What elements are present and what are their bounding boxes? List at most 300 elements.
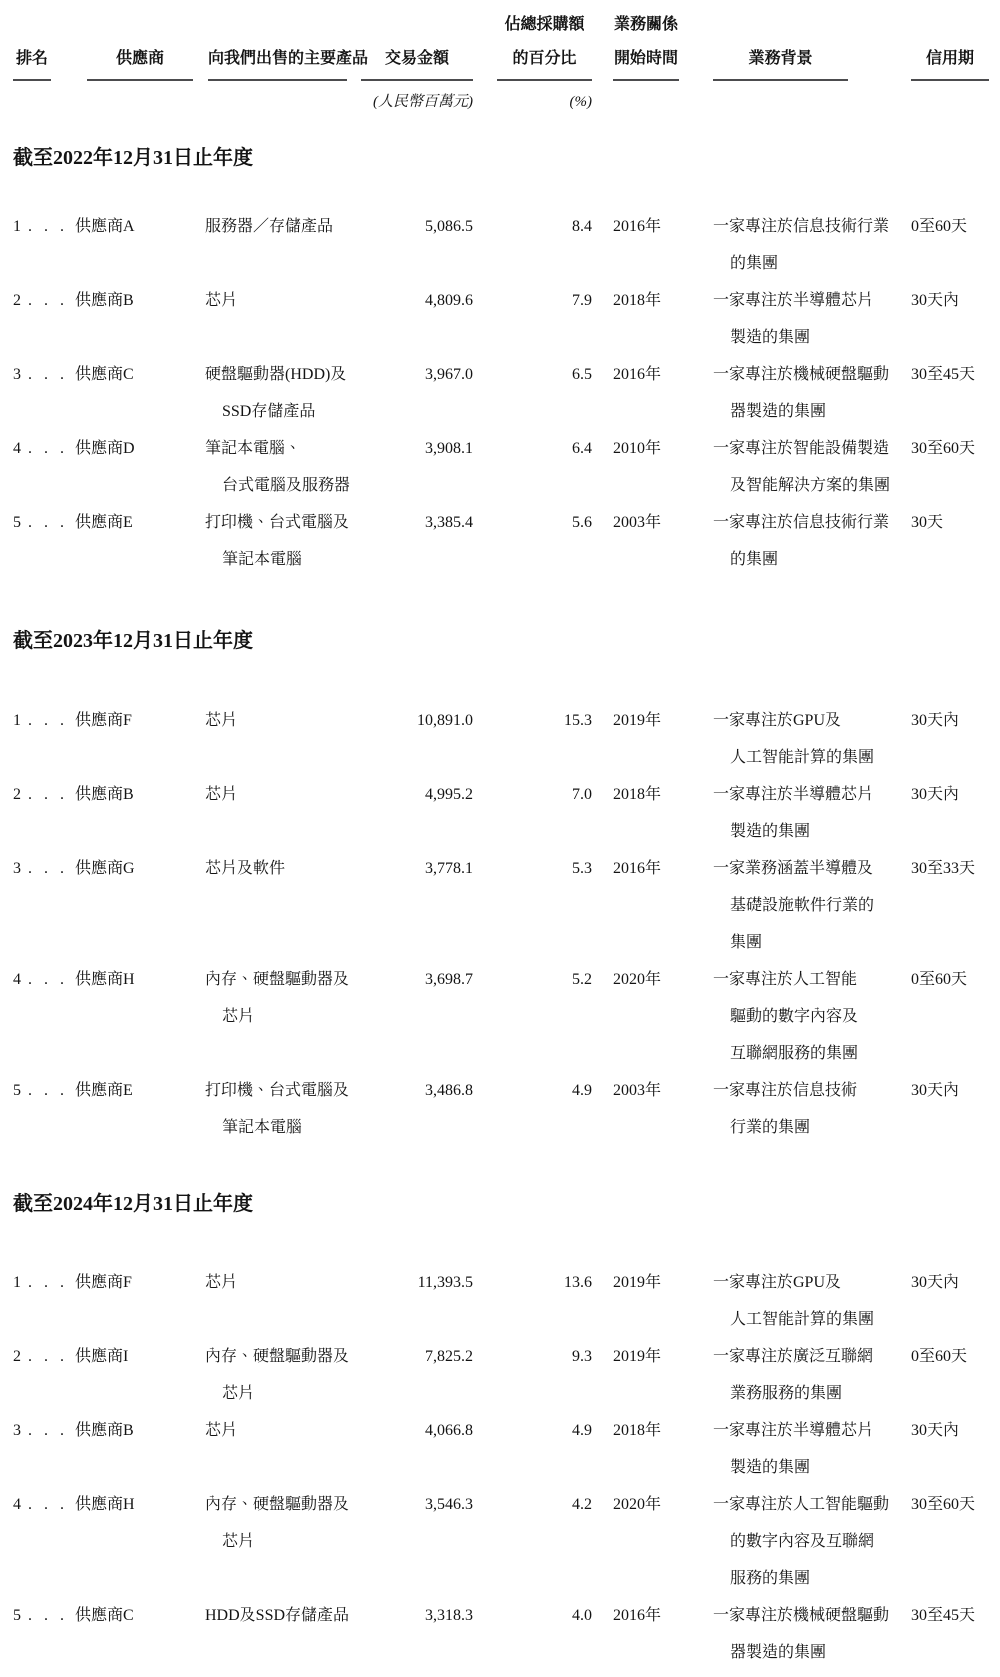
col-gap	[592, 776, 613, 850]
table-row	[13, 850, 1000, 961]
product-line: 芯片	[205, 1422, 238, 1439]
supplier-cell	[75, 1072, 205, 1146]
products-cell	[205, 1338, 350, 1412]
percent-value: 15.3	[564, 712, 592, 729]
product-line: 台式電腦及服務器	[222, 477, 351, 494]
supplier-name: 供應商C	[75, 1607, 134, 1624]
start-year: 2018年	[613, 1422, 662, 1439]
supplier-cell	[75, 961, 205, 1072]
credit-period: 30天內	[911, 712, 960, 729]
credit-period: 0至60天	[911, 1348, 968, 1365]
col-gap	[592, 1597, 613, 1671]
start-year: 2018年	[613, 292, 662, 309]
percent-cell	[473, 1486, 592, 1597]
amount-value: 3,546.3	[425, 1496, 473, 1513]
supplier-cell	[75, 1338, 205, 1412]
leader-dots: . . .	[28, 1274, 68, 1291]
background-line: 一家專注於半導體芯片	[713, 786, 874, 803]
start-year-cell	[613, 1072, 713, 1146]
background-cell	[713, 850, 911, 961]
products-cell	[205, 208, 350, 282]
rank-number: 2	[13, 1348, 21, 1365]
product-line: 芯片	[222, 1008, 255, 1025]
product-line: 筆記本電腦、	[205, 440, 302, 457]
supplier-cell	[75, 850, 205, 961]
background-cell	[713, 1072, 911, 1146]
start-year-cell	[613, 1338, 713, 1412]
background-line: 一家專注於廣泛互聯網	[713, 1348, 874, 1365]
rank-number: 2	[13, 786, 21, 803]
background-line: 製造的集團	[730, 1459, 811, 1476]
col-gap	[592, 282, 613, 356]
background-cell	[713, 504, 911, 578]
percent-value: 5.3	[572, 860, 592, 877]
rank-cell	[13, 208, 75, 282]
start-year: 2020年	[613, 1496, 662, 1513]
rank-number: 3	[13, 1422, 21, 1439]
percent-cell	[473, 702, 592, 776]
product-line: 打印機、台式電腦及	[205, 514, 350, 531]
amount-value: 3,908.1	[425, 440, 473, 457]
credit-cell	[911, 430, 1000, 504]
supplier-cell	[75, 1264, 205, 1338]
amount-value: 3,318.3	[425, 1607, 473, 1624]
supplier-name: 供應商B	[75, 1422, 134, 1439]
section-rows-2024	[13, 1264, 1000, 1671]
col-header-background	[713, 8, 911, 81]
rank-number: 3	[13, 366, 21, 383]
background-cell	[713, 1338, 911, 1412]
product-line: 筆記本電腦	[222, 551, 303, 568]
leader-dots: . . .	[28, 1422, 68, 1439]
leader-dots: . . .	[28, 1496, 68, 1513]
background-line: 人工智能計算的集團	[730, 749, 875, 766]
leader-dots: . . .	[28, 292, 68, 309]
amount-cell	[350, 1338, 473, 1412]
rank-number: 5	[13, 1607, 21, 1624]
percent-value: 6.4	[572, 440, 592, 457]
rank-number: 4	[13, 971, 21, 988]
product-line: 服務器／存儲產品	[205, 218, 334, 235]
supplier-cell	[75, 1412, 205, 1486]
start-year: 2018年	[613, 786, 662, 803]
start-year-cell	[613, 1486, 713, 1597]
background-cell	[713, 208, 911, 282]
col-gap	[592, 1264, 613, 1338]
background-line: 集團	[730, 934, 763, 951]
amount-value: 3,967.0	[425, 366, 473, 383]
amount-value: 3,778.1	[425, 860, 473, 877]
credit-cell	[911, 850, 1000, 961]
product-line: 內存、硬盤驅動器及	[205, 1348, 350, 1365]
percent-cell	[473, 504, 592, 578]
rank-cell	[13, 1264, 75, 1338]
credit-cell	[911, 356, 1000, 430]
table-row	[13, 1338, 1000, 1412]
background-line: 行業的集團	[730, 1119, 811, 1136]
background-line: 一家專注於人工智能驅動	[713, 1496, 890, 1513]
percent-value: 7.9	[572, 292, 592, 309]
amount-unit-label: (人民幣百萬元)	[373, 94, 473, 110]
rank-cell	[13, 702, 75, 776]
percent-cell	[473, 1338, 592, 1412]
start-year-cell	[613, 1597, 713, 1671]
col-gap	[592, 961, 613, 1072]
amount-cell	[350, 356, 473, 430]
table-row	[13, 1412, 1000, 1486]
start-year-cell	[613, 504, 713, 578]
leader-dots: . . .	[28, 712, 68, 729]
percent-cell	[473, 1264, 592, 1338]
percent-cell	[473, 1072, 592, 1146]
supplier-cell	[75, 504, 205, 578]
amount-value: 3,698.7	[425, 971, 473, 988]
supplier-name: 供應商C	[75, 366, 134, 383]
background-line: 的集團	[730, 255, 779, 272]
product-line: 內存、硬盤驅動器及	[205, 971, 350, 988]
credit-cell	[911, 961, 1000, 1072]
product-line: 芯片	[205, 786, 238, 803]
credit-period: 0至60天	[911, 971, 968, 988]
products-cell	[205, 850, 350, 961]
rank-cell	[13, 430, 75, 504]
background-line: 一家專注於人工智能	[713, 971, 858, 988]
products-cell	[205, 1264, 350, 1338]
background-line: 服務的集團	[730, 1570, 811, 1587]
table-row	[13, 961, 1000, 1072]
product-line: 筆記本電腦	[222, 1119, 303, 1136]
background-cell	[713, 702, 911, 776]
start-year: 2003年	[613, 514, 662, 531]
section-rows-2023	[13, 702, 1000, 1146]
start-year-cell	[613, 1412, 713, 1486]
leader-dots: . . .	[28, 440, 68, 457]
supplier-name: 供應商D	[75, 440, 135, 457]
col-header-products	[205, 8, 369, 81]
table-row	[13, 430, 1000, 504]
background-line: 及智能解決方案的集團	[730, 477, 891, 494]
credit-period: 30至60天	[911, 1496, 976, 1513]
credit-period: 30至33天	[911, 860, 976, 877]
table-row	[13, 1486, 1000, 1597]
supplier-cell	[75, 702, 205, 776]
amount-cell	[350, 1264, 473, 1338]
credit-cell	[911, 208, 1000, 282]
background-line: 一家專注於GPU及	[713, 1274, 842, 1291]
leader-dots: . . .	[28, 1082, 68, 1099]
credit-period: 30至60天	[911, 440, 976, 457]
amount-value: 4,995.2	[425, 786, 473, 803]
section-title-2024: 截至2024年12月31日止年度	[13, 1193, 253, 1215]
leader-dots: . . .	[28, 218, 68, 235]
amount-value: 4,066.8	[425, 1422, 473, 1439]
amount-cell	[350, 1412, 473, 1486]
percent-value: 7.0	[572, 786, 592, 803]
col-label-background: 業務背景	[748, 50, 813, 67]
credit-period: 30天內	[911, 292, 960, 309]
background-line: 一家專注於信息技術行業	[713, 514, 890, 531]
rank-number: 2	[13, 292, 21, 309]
products-cell	[205, 1486, 350, 1597]
leader-dots: . . .	[28, 514, 68, 531]
credit-period: 0至60天	[911, 218, 968, 235]
supplier-cell	[75, 430, 205, 504]
credit-cell	[911, 1264, 1000, 1338]
table-header	[13, 8, 1000, 81]
credit-period: 30天內	[911, 1422, 960, 1439]
amount-value: 10,891.0	[417, 712, 473, 729]
products-cell	[205, 282, 350, 356]
col-gap	[592, 208, 613, 282]
col-header-percent	[473, 8, 592, 81]
col-label-products: 向我們出售的主要產品	[208, 50, 369, 67]
col-label-percent-line1: 佔總採購額	[504, 16, 585, 33]
col-gap	[592, 850, 613, 961]
percent-value: 6.5	[572, 366, 592, 383]
leader-dots: . . .	[28, 1348, 68, 1365]
rank-cell	[13, 504, 75, 578]
percent-value: 4.0	[572, 1607, 592, 1624]
background-line: 驅動的數字內容及	[730, 1008, 859, 1025]
col-gap	[592, 1412, 613, 1486]
product-line: 芯片	[222, 1385, 255, 1402]
credit-period: 30至45天	[911, 1607, 976, 1624]
amount-value: 11,393.5	[417, 1274, 473, 1291]
products-cell	[205, 1072, 350, 1146]
products-cell	[205, 1597, 350, 1671]
credit-period: 30天內	[911, 1274, 960, 1291]
table-row	[13, 504, 1000, 578]
rank-cell	[13, 850, 75, 961]
supplier-cell	[75, 208, 205, 282]
rank-cell	[13, 1597, 75, 1671]
supplier-name: 供應商E	[75, 1082, 133, 1099]
products-cell	[205, 504, 350, 578]
rank-cell	[13, 1412, 75, 1486]
table-row	[13, 1264, 1000, 1338]
rank-number: 1	[13, 712, 21, 729]
percent-cell	[473, 282, 592, 356]
amount-cell	[350, 430, 473, 504]
background-cell	[713, 356, 911, 430]
start-year: 2016年	[613, 1607, 662, 1624]
supplier-cell	[75, 356, 205, 430]
table-units-row	[13, 81, 1000, 112]
products-cell	[205, 430, 350, 504]
col-header-amount	[350, 8, 473, 81]
products-cell	[205, 702, 350, 776]
credit-cell	[911, 776, 1000, 850]
credit-cell	[911, 702, 1000, 776]
percent-cell	[473, 961, 592, 1072]
supplier-name: 供應商E	[75, 514, 133, 531]
leader-dots: . . .	[28, 860, 68, 877]
background-line: 一家業務涵蓋半導體及	[713, 860, 874, 877]
start-year: 2016年	[613, 366, 662, 383]
leader-dots: . . .	[28, 971, 68, 988]
start-year-cell	[613, 282, 713, 356]
credit-cell	[911, 282, 1000, 356]
percent-cell	[473, 776, 592, 850]
products-cell	[205, 776, 350, 850]
col-header-credit	[911, 8, 1000, 81]
credit-cell	[911, 1412, 1000, 1486]
amount-value: 7,825.2	[425, 1348, 473, 1365]
percent-value: 4.9	[572, 1422, 592, 1439]
start-year-cell	[613, 430, 713, 504]
amount-cell	[350, 1486, 473, 1597]
credit-cell	[911, 1597, 1000, 1671]
amount-value: 5,086.5	[425, 218, 473, 235]
amount-cell	[350, 702, 473, 776]
product-line: 芯片	[205, 1274, 238, 1291]
supplier-name: 供應商H	[75, 971, 135, 988]
start-year-cell	[613, 850, 713, 961]
amount-value: 3,486.8	[425, 1082, 473, 1099]
background-cell	[713, 1264, 911, 1338]
background-line: 人工智能計算的集團	[730, 1311, 875, 1328]
section-rows-2022	[13, 208, 1000, 578]
rank-cell	[13, 1072, 75, 1146]
credit-cell	[911, 1338, 1000, 1412]
start-year: 2016年	[613, 860, 662, 877]
percent-cell	[473, 850, 592, 961]
background-line: 一家專注於智能設備製造	[713, 440, 890, 457]
background-line: 一家專注於半導體芯片	[713, 1422, 874, 1439]
col-label-credit: 信用期	[925, 50, 974, 67]
background-line: 一家專注於信息技術行業	[713, 218, 890, 235]
rank-cell	[13, 1486, 75, 1597]
supplier-cell	[75, 282, 205, 356]
col-label-rank: 排名	[15, 50, 48, 67]
background-line: 器製造的集團	[730, 1644, 827, 1661]
background-cell	[713, 961, 911, 1072]
background-line: 製造的集團	[730, 329, 811, 346]
start-year: 2019年	[613, 1274, 662, 1291]
products-cell	[205, 961, 350, 1072]
col-gap	[592, 504, 613, 578]
amount-cell	[350, 850, 473, 961]
section-title-2023: 截至2023年12月31日止年度	[13, 630, 253, 652]
percent-cell	[473, 430, 592, 504]
supplier-name: 供應商A	[75, 218, 135, 235]
background-line: 一家專注於GPU及	[713, 712, 842, 729]
start-year-cell	[613, 208, 713, 282]
product-line: 芯片	[205, 712, 238, 729]
rank-number: 5	[13, 514, 21, 531]
rank-number: 1	[13, 1274, 21, 1291]
percent-cell	[473, 1412, 592, 1486]
col-gap	[592, 356, 613, 430]
start-year-cell	[613, 702, 713, 776]
percent-value: 9.3	[572, 1348, 592, 1365]
percent-value: 13.6	[564, 1274, 592, 1291]
background-line: 互聯網服務的集團	[730, 1045, 859, 1062]
col-gap	[592, 1338, 613, 1412]
col-label-percent-line2: 的百分比	[512, 50, 577, 67]
col-label-supplier: 供應商	[115, 50, 164, 67]
start-year: 2003年	[613, 1082, 662, 1099]
rank-number: 4	[13, 440, 21, 457]
credit-cell	[911, 504, 1000, 578]
background-line: 的集團	[730, 551, 779, 568]
background-cell	[713, 1412, 911, 1486]
credit-period: 30天	[911, 514, 944, 531]
col-header-rank	[13, 8, 75, 81]
rank-number: 5	[13, 1082, 21, 1099]
start-year-cell	[613, 961, 713, 1072]
start-year: 2019年	[613, 1348, 662, 1365]
rank-cell	[13, 282, 75, 356]
supplier-name: 供應商I	[75, 1348, 129, 1365]
products-cell	[205, 356, 350, 430]
col-label-relation-line2: 開始時間	[613, 50, 678, 67]
amount-cell	[350, 961, 473, 1072]
supplier-name: 供應商F	[75, 1274, 132, 1291]
percent-value: 4.9	[572, 1082, 592, 1099]
col-header-start-year	[613, 8, 713, 81]
credit-period: 30天內	[911, 1082, 960, 1099]
table-row	[13, 282, 1000, 356]
credit-period: 30天內	[911, 786, 960, 803]
product-line: 硬盤驅動器(HDD)及	[205, 366, 347, 383]
percent-cell	[473, 208, 592, 282]
background-cell	[713, 1486, 911, 1597]
col-header-supplier	[75, 8, 205, 81]
col-gap	[592, 702, 613, 776]
product-line: HDD及SSD存儲產品	[205, 1607, 350, 1624]
percent-cell	[473, 1597, 592, 1671]
leader-dots: . . .	[28, 786, 68, 803]
supplier-name: 供應商B	[75, 292, 134, 309]
table-row	[13, 776, 1000, 850]
amount-cell	[350, 1072, 473, 1146]
percent-value: 5.2	[572, 971, 592, 988]
product-line: 打印機、台式電腦及	[205, 1082, 350, 1099]
background-line: 製造的集團	[730, 823, 811, 840]
col-gap	[592, 1072, 613, 1146]
product-line: 內存、硬盤驅動器及	[205, 1496, 350, 1513]
background-cell	[713, 282, 911, 356]
col-gap	[592, 430, 613, 504]
background-cell	[713, 776, 911, 850]
start-year: 2020年	[613, 971, 662, 988]
background-line: 一家專注於半導體芯片	[713, 292, 874, 309]
supplier-cell	[75, 776, 205, 850]
table-row	[13, 702, 1000, 776]
background-line: 業務服務的集團	[730, 1385, 843, 1402]
col-label-amount: 交易金額	[384, 50, 449, 67]
rank-cell	[13, 776, 75, 850]
credit-cell	[911, 1072, 1000, 1146]
start-year-cell	[613, 1264, 713, 1338]
rank-number: 1	[13, 218, 21, 235]
start-year: 2010年	[613, 440, 662, 457]
supplier-cell	[75, 1597, 205, 1671]
start-year: 2016年	[613, 218, 662, 235]
percent-value: 5.6	[572, 514, 592, 531]
background-line: 一家專注於信息技術	[713, 1082, 858, 1099]
section-title-2022: 截至2022年12月31日止年度	[13, 147, 253, 169]
start-year: 2019年	[613, 712, 662, 729]
rank-cell	[13, 356, 75, 430]
amount-value: 3,385.4	[425, 514, 473, 531]
col-gap	[592, 1486, 613, 1597]
product-line: 芯片	[222, 1533, 255, 1550]
leader-dots: . . .	[28, 366, 68, 383]
background-line: 一家專注於機械硬盤驅動	[713, 366, 890, 383]
product-line: SSD存儲產品	[222, 403, 316, 420]
